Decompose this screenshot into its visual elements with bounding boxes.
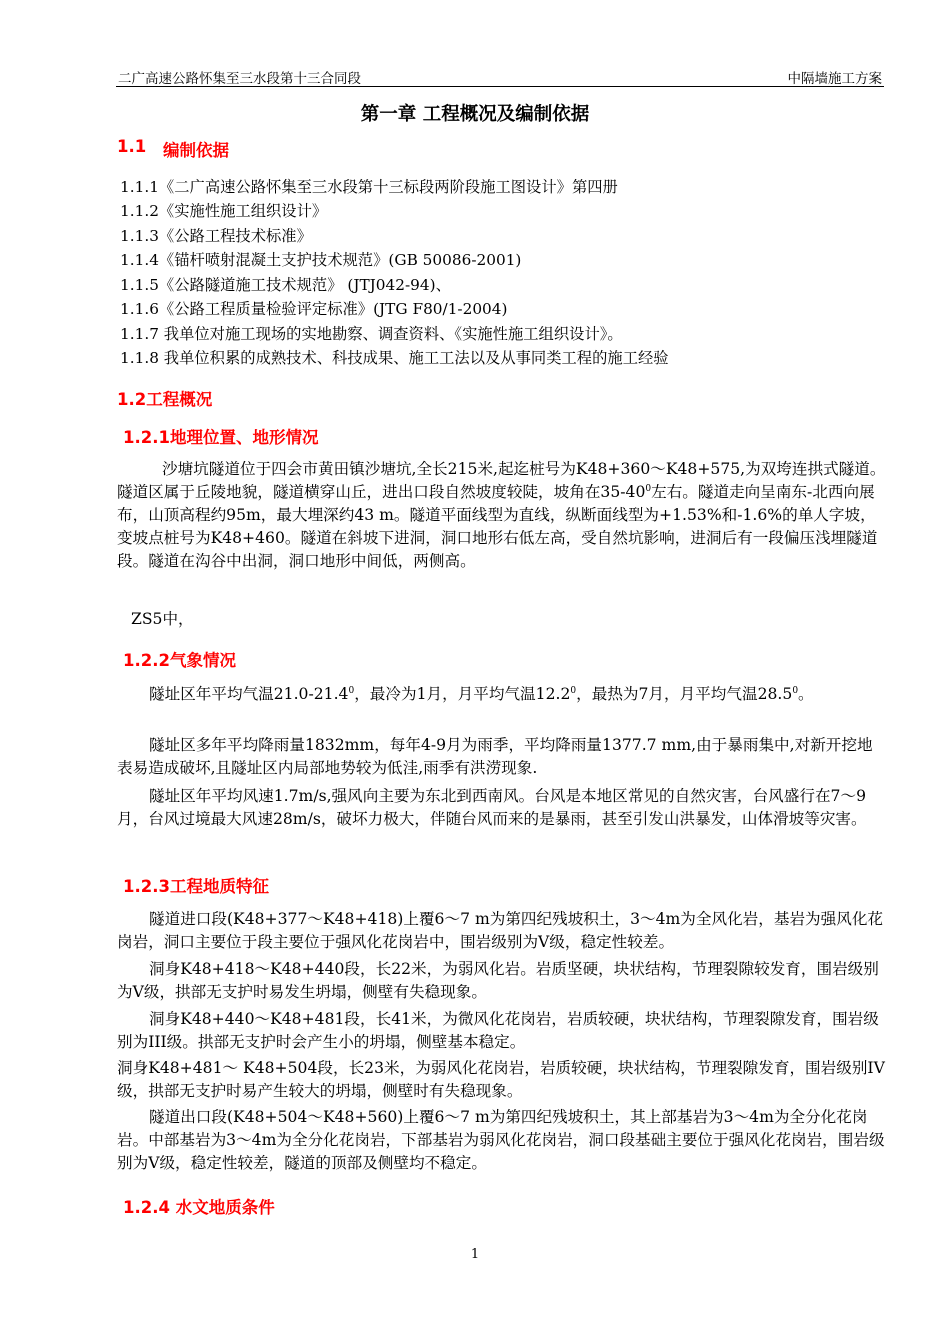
geology-paragraph: 洞身K48+481～ K48+504段，长23米，为弱风化花岗岩，岩质较硬，块状结构，节理裂隙发育，围岩级别IV级，拱部无支护时易产生较大的坍塌，侧壁时有失稳现象。 <box>117 1059 885 1100</box>
header-right-text: 中隔墙施工方案 <box>787 71 882 87</box>
geology-paragraph: 洞身K48+418～K48+440段，长22米，为弱风化岩。岩质坚硬，块状结构，节理裂隙较发育，围岩级别为Ⅴ级，拱部无支护时易发生坍塌，侧壁有失稳现象。 <box>117 960 879 1001</box>
section-1-1-title: 编制依据 <box>163 141 229 160</box>
reference-item: 1.1.7 我单位对施工现场的实地勘察、调查资料、《实施性施工组织设计》。 <box>120 325 623 343</box>
climate-rainfall-paragraph: 隧址区多年平均降雨量1832mm，每年4-9月为雨季，平均降雨量1377.7 mm,由于暴雨集中,对新开挖地表易造成破坏,且隧址区内局部地势较为低洼,雨季有洪涝现象. <box>117 736 873 777</box>
reference-item: 1.1.8 我单位积累的成熟技术、科技成果、施工工法以及从事同类工程的施工经验 <box>120 349 669 367</box>
zs5-note: ZS5中， <box>131 610 194 628</box>
section-1-2-4-title: 1.2.4 水文地质条件 <box>123 1198 275 1217</box>
section-1-1-number: 1.1 <box>117 137 147 156</box>
reference-item: 1.1.2《实施性施工组织设计》 <box>120 202 328 220</box>
section-1-2-title: 1.2工程概况 <box>117 390 213 409</box>
reference-item: 1.1.5《公路隧道施工技术规范》 (JTJ042-94)、 <box>120 276 451 294</box>
header-left-text: 二广高速公路怀集至三水段第十三合同段 <box>118 71 361 87</box>
reference-item: 1.1.3《公路工程技术标准》 <box>120 227 312 245</box>
geology-paragraph: 洞身K48+440～K48+481段，长41米，为微风化花岗岩，岩质较硬，块状结构，节理裂隙发育，围岩级别为III级。拱部无支护时会产生小的坍塌，侧壁基本稳定。 <box>117 1010 879 1051</box>
reference-item: 1.1.4《锚杆喷射混凝土支护技术规范》(GB 50086-2001) <box>120 251 522 269</box>
chapter-title: 第一章 工程概况及编制依据 <box>360 104 590 125</box>
geology-paragraph: 隧道进口段(K48+377～K48+418)上覆6～7 m为第四纪残坡积土，3～4m为全风化岩，基岩为强风化花岗岩，洞口主要位于段主要位于强风化花岗岩中，围岩级别为Ⅴ级，稳定性较差。 <box>117 910 884 951</box>
section-1-2-2-title: 1.2.2气象情况 <box>123 651 236 670</box>
page-number: 1 <box>470 1247 480 1262</box>
reference-item: 1.1.1《二广高速公路怀集至三水段第十三标段两阶段施工图设计》第四册 <box>120 178 618 196</box>
header-divider <box>116 86 884 87</box>
climate-wind-paragraph: 隧址区年平均风速1.7m/s,强风向主要为东北到西南风。台风是本地区常见的自然灾害，台风盛行在7～9月，台风过境最大风速28m/s，破坏力极大，伴随台风而来的是暴雨，甚至引发山洪暴发，山体滑坡等灾害。 <box>117 787 867 828</box>
geology-paragraph: 隧道出口段(K48+504～K48+560)上覆6～7 m为第四纪残坡积土，其上部基岩为3～4m为全分化花岗岩。中部基岩为3～4m为全分化花岗岩，下部基岩为弱风化花岗岩，洞口段基础主要位于强风化花岗岩，围岩级别为Ⅴ级，稳定性较差，隧道的顶部及侧壁均不稳定。 <box>117 1108 885 1172</box>
climate-temperature-paragraph: 隧址区年平均气温21.0-21.4$^0$，最冷为1月，月平均气温12.2$^0$，最热为7月，月平均气温28.5$^0$。 <box>149 685 814 703</box>
reference-item: 1.1.6《公路工程质量检验评定标准》(JTG F80/1-2004) <box>120 300 508 318</box>
section-1-2-3-title: 1.2.3工程地质特征 <box>123 877 269 896</box>
location-paragraph: 沙塘坑隧道位于四会市黄田镇沙塘坑,全长215米,起迄桩号为K48+360～K48+575,为双垮连拱式隧道。隧道区属于丘陵地貌，隧道横穿山丘，进出口段自然坡度较陡，坡角在$35-40^0$左右。隧道走向呈南东-北西向展布，山顶高程约95m，最大埋深约43 m。隧道平面线型为直线，纵断面线型为+1.53%和-1.6%的单人字坡，变坡点桩号为K48+460。隧道在斜坡下进洞，洞口地形右低左高，受自然坑影响，进洞后有一段偏压浅埋隧道段。隧道在沟谷中出洞，洞口地形中间低，两侧高。 <box>117 460 886 570</box>
section-1-2-1-title: 1.2.1地理位置、地形情况 <box>123 428 319 447</box>
